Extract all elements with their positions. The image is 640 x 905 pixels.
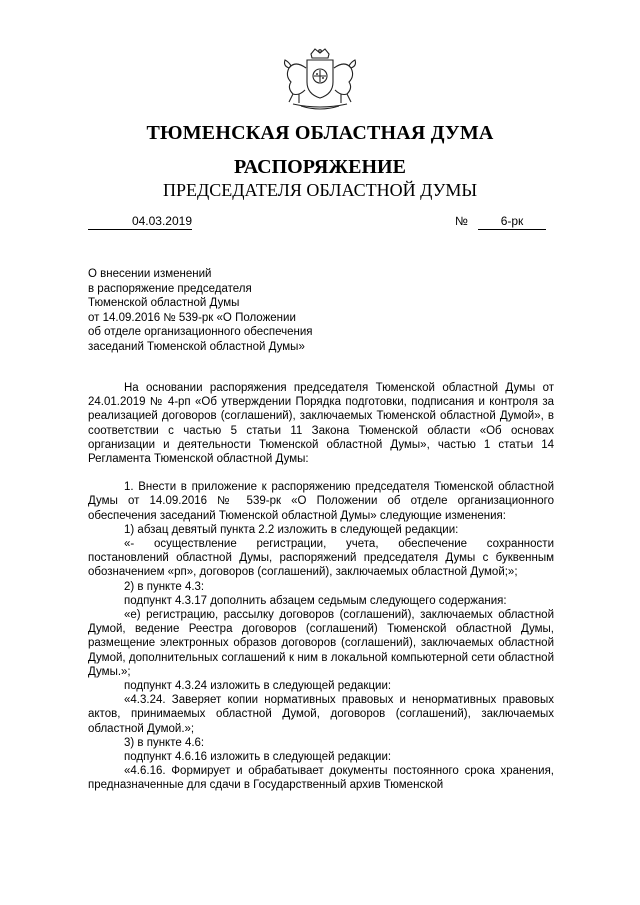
body-paragraph: 1) абзац девятый пункта 2.2 изложить в следующей редакции:	[124, 523, 459, 536]
document-type: РАСПОРЯЖЕНИЕ	[234, 156, 406, 178]
body-paragraph: 2) в пункте 4.3:	[124, 580, 205, 593]
subject-line: Тюменской областной Думы	[88, 297, 240, 309]
body-paragraph: 1. Внести в приложение к распоряжению председателя Тюменской областной Думы от 14.09.2016 № 539-рк «О Положении об отделе организационного обеспечения заседаний Тюменской областной Думы» следующие изменения:	[88, 481, 554, 522]
document-date: 04.03.2019	[88, 214, 192, 230]
document-subtitle: ПРЕДСЕДАТЕЛЯ ОБЛАСТНОЙ ДУМЫ	[162, 180, 478, 200]
body-paragraph: «е) регистрацию, рассылку договоров (соглашений), заключаемых областной Думой, ведение Реестра договоров (соглашений) Тюменской областной Думы, размещение электронных образов договоров (соглашений), заключаемых областной Думой, дополнительных соглашений к ним в локальной компьютерной сети областной Думы.»;	[88, 609, 554, 678]
subject-line: в распоряжение председателя	[88, 282, 252, 295]
document-subject	[88, 267, 388, 354]
body-paragraph: «- осуществление регистрации, учета, обеспечение сохранности постановлений областной Думы, распоряжений председателя Думы с буквенным обозначением «рп», договоров (соглашений), заключаемых областной Думой;»;	[88, 538, 554, 579]
subject-line: О внесении изменений	[88, 268, 212, 280]
body-paragraph: подпункт 4.6.16 изложить в следующей редакции:	[124, 751, 392, 764]
number-label: №	[455, 214, 468, 228]
body-paragraph: подпункт 4.3.17 дополнить абзацем седьмым следующего содержания:	[124, 594, 507, 607]
document-body	[88, 381, 554, 793]
body-paragraph: «4.6.16. Формирует и обрабатывает документы постоянного срока хранения, предназначенные для сдачи в Государственный архив Тюменской	[88, 765, 554, 792]
coat-of-arms-emblem	[273, 48, 367, 112]
subject-line: заседаний Тюменской областной Думы»	[88, 340, 305, 353]
subject-line: об отделе организационного обеспечения	[88, 326, 313, 338]
organization-title: ТЮМЕНСКАЯ ОБЛАСТНАЯ ДУМА	[146, 122, 494, 144]
subject-line: от 14.09.2016 № 539-рк «О Положении	[88, 311, 296, 324]
document-number: 6-рк	[478, 214, 546, 230]
preamble-paragraph: На основании распоряжения председателя Тюменской областной Думы от 24.01.2019 № 4-рп «Об утверждении Порядка подготовки, подписания и контроля за реализацией договоров (соглашений), заключаемых Тюменской областной Думой», в соответствии с частью 5 статьи 11 Закона Тюменской области «Об основах организации и деятельности Тюменской областной Думы», частью 1 статьи 14 Регламента Тюменской областной Думы:	[88, 382, 554, 466]
body-paragraph: «4.3.24. Заверяет копии нормативных правовых и ненормативных правовых актов, принимаемых областной Думой, договоров (соглашений), заключаемых областной Думой.»;	[88, 694, 554, 735]
body-paragraph: подпункт 4.3.24 изложить в следующей редакции:	[124, 680, 392, 693]
body-paragraph: 3) в пункте 4.6:	[124, 736, 205, 749]
